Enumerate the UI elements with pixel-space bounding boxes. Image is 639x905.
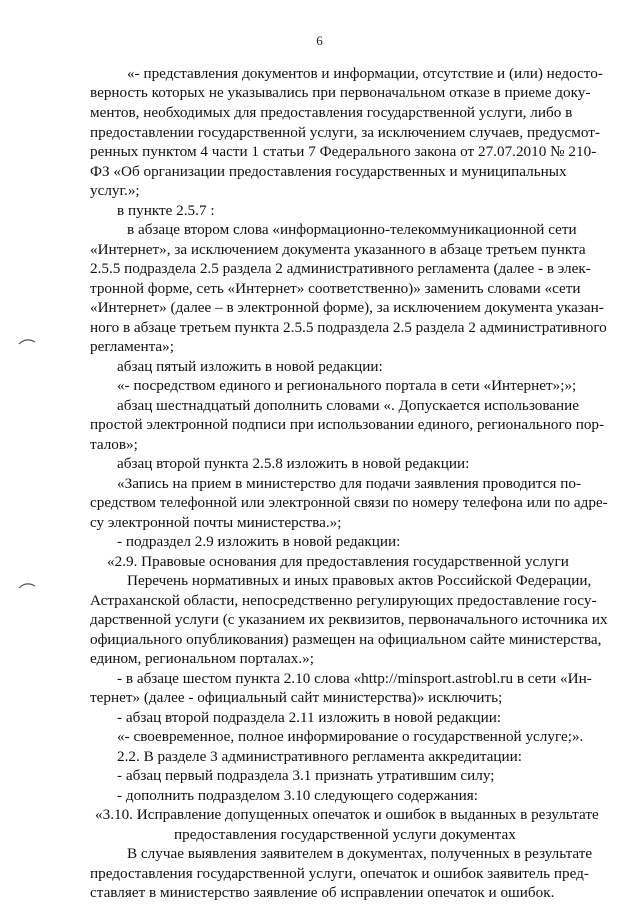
text-line: - абзац первый подраздела 3.1 признать утратившим силу;: [117, 767, 495, 784]
text-line: регламента»;: [90, 338, 174, 355]
text-line: «- своевременное, полное информирование о государственной услуге;».: [117, 728, 584, 745]
text-line: верность которых не указывались при первоначальном отказе в приеме доку-: [90, 84, 591, 101]
text-line: ФЗ «Об организации предоставления государственных и муниципальных: [90, 163, 567, 180]
text-line: в абзаце втором слова «информационно-телекоммуникационной сети: [127, 221, 577, 238]
text-line: официального опубликования) размещен на официальном сайте министерства,: [90, 631, 602, 648]
text-line: услуг.»;: [90, 182, 140, 199]
text-line: тронной форме, сеть «Интернет» соответственно)» заменить словами «сети: [90, 280, 581, 297]
text-line: ного в абзаце третьем пункта 2.5.5 подраздела 2.5 раздела 2 административного: [90, 319, 607, 336]
text-line: «- представления документов и информации, отсутствие и (или) недосто-: [127, 65, 603, 82]
text-line: дарственной услуги (с указанием их реквизитов, первоначального источника их: [90, 611, 608, 628]
text-line: - дополнить подразделом 3.10 следующего содержания:: [117, 787, 478, 804]
text-line: едином, региональном порталах.»;: [90, 650, 315, 667]
text-line: ренных пунктом 4 части 1 статьи 7 Федерального закона от 27.07.2010 № 210-: [90, 143, 597, 160]
text-line: «Интернет» (далее – в электронной форме), за исключением документа указан-: [90, 299, 604, 316]
text-line: - абзац второй подраздела 2.11 изложить в новой редакции:: [117, 709, 502, 726]
section-heading: «3.10. Исправление допущенных опечаток и ошибок в выданных в результате: [95, 806, 599, 823]
text-line: предоставлении государственной услуги, за исключением случаев, предусмот-: [90, 124, 600, 141]
text-line: - подраздел 2.9 изложить в новой редакции:: [117, 533, 401, 550]
text-line: «Запись на прием в министерство для подачи заявления проводится по-: [117, 475, 582, 492]
text-line: Перечень нормативных и иных правовых актов Российской Федерации,: [127, 572, 592, 589]
text-line: 2.5.5 подраздела 2.5 раздела 2 административного регламента (далее - в элек-: [90, 260, 591, 277]
text-line: абзац шестнадцатый дополнить словами «. Допускается использование: [117, 397, 580, 414]
text-line: абзац пятый изложить в новой редакции:: [117, 358, 383, 375]
text-line: ментов, необходимых для предоставления государственной услуги, либо в: [90, 104, 573, 121]
section-heading: предоставления государственной услуги документах: [174, 826, 516, 843]
section-heading: «2.9. Правовые основания для предоставления государственной услуги: [107, 553, 569, 570]
scan-mark-icon: [18, 336, 36, 346]
text-line: простой электронной подписи при использовании единого, регионального пор-: [90, 416, 605, 433]
text-line: талов»;: [90, 436, 138, 453]
text-line: «Интернет», за исключением документа указанного в абзаце третьем пункта: [90, 241, 586, 258]
text-line: средством телефонной или электронной связи по номеру телефона или по адре-: [90, 494, 608, 511]
text-line: ставляет в министерство заявление об исправлении опечаток и ошибок.: [90, 884, 555, 901]
text-line: В случае выявления заявителем в документах, полученных в результате: [127, 845, 593, 862]
text-line: предоставления государственной услуги, опечаток и ошибок заявитель пред-: [90, 865, 589, 882]
text-line: 2.2. В разделе 3 административного регламента аккредитации:: [117, 748, 523, 765]
text-line: в пункте 2.5.7 :: [117, 202, 215, 219]
text-line: Астраханской области, непосредственно регулирующих предоставление госу-: [90, 592, 597, 609]
page-number: 6: [316, 33, 323, 48]
text-line: тернет» (далее - официальный сайт министерства)» исключить;: [90, 689, 503, 706]
text-line: су электронной почты министерства.»;: [90, 514, 342, 531]
text-line: - в абзаце шестом пункта 2.10 слова «http://minsport.astrobl.ru в сети «Ин-: [117, 670, 592, 687]
scan-mark-icon: [18, 580, 36, 590]
text-line: «- посредством единого и регионального портала в сети «Интернет»;»;: [117, 377, 577, 394]
text-line: абзац второй пункта 2.5.8 изложить в новой редакции:: [117, 455, 470, 472]
